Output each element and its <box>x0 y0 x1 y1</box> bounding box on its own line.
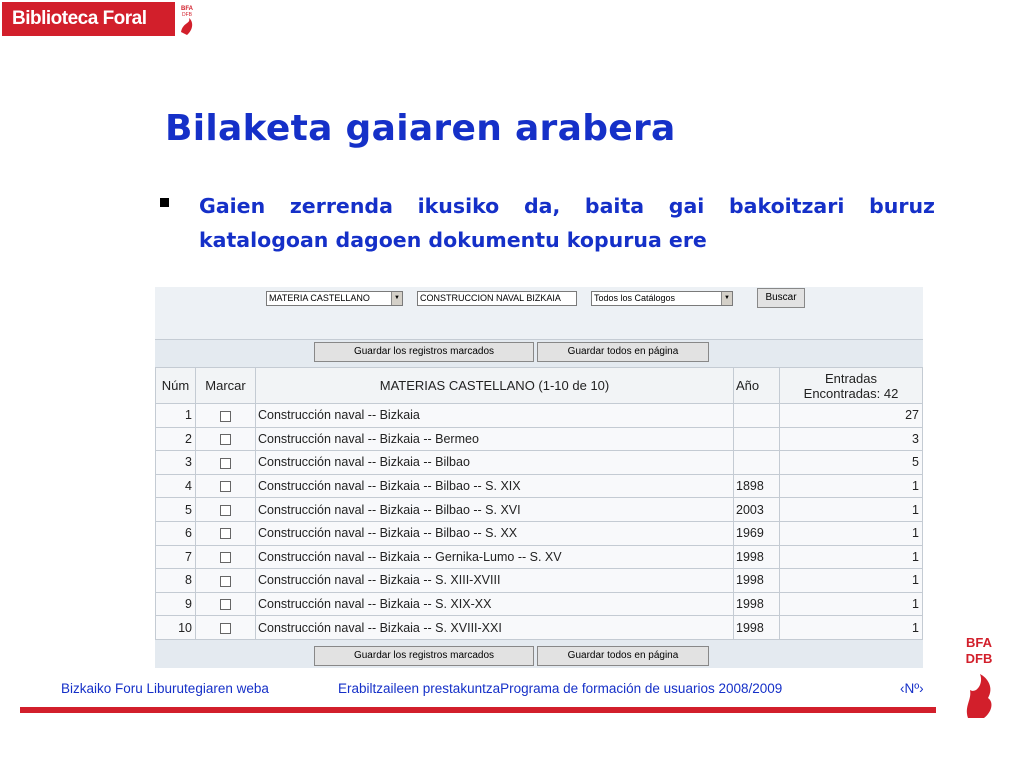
row-number: 8 <box>156 569 196 593</box>
row-year: 2003 <box>734 498 780 522</box>
results-table <box>155 367 923 640</box>
row-materia-link[interactable]: Construcción naval -- Bizkaia -- Bilbao -- S. XVI <box>256 498 734 522</box>
row-count: 1 <box>780 474 923 498</box>
row-count: 1 <box>780 616 923 640</box>
logo-bfa-text: BFA <box>966 635 992 650</box>
row-checkbox-cell <box>196 592 256 616</box>
table-row <box>156 545 923 569</box>
table-row <box>156 427 923 451</box>
row-materia-link[interactable]: Construcción naval -- Bizkaia -- Bermeo <box>256 427 734 451</box>
checkbox-icon[interactable] <box>220 576 231 587</box>
table-row <box>156 616 923 640</box>
checkbox-icon[interactable] <box>220 528 231 539</box>
checkbox-icon[interactable] <box>220 599 231 610</box>
col-num-header: Núm <box>156 368 196 404</box>
row-checkbox-cell <box>196 569 256 593</box>
row-number: 1 <box>156 404 196 428</box>
table-row <box>156 569 923 593</box>
row-materia-link[interactable]: Construcción naval -- Bizkaia -- Bilbao -- S. XX <box>256 521 734 545</box>
save-all-button-bottom[interactable]: Guardar todos en página <box>537 646 709 666</box>
row-count: 1 <box>780 592 923 616</box>
row-year: 1998 <box>734 569 780 593</box>
select-arrow-icon: ▼ <box>391 292 402 305</box>
row-count: 3 <box>780 427 923 451</box>
row-materia-link[interactable]: Construcción naval -- Bizkaia -- Bilbao <box>256 451 734 475</box>
col-materias-header: MATERIAS CASTELLANO (1-10 de 10) <box>256 368 734 404</box>
select-arrow-icon: ▼ <box>721 292 732 305</box>
entradas-label: Entradas <box>824 370 878 386</box>
row-number: 9 <box>156 592 196 616</box>
svg-text:BFA: BFA <box>181 6 193 12</box>
row-count: 1 <box>780 498 923 522</box>
checkbox-icon[interactable] <box>220 411 231 422</box>
checkbox-icon[interactable] <box>220 623 231 634</box>
row-number: 5 <box>156 498 196 522</box>
search-button[interactable]: Buscar <box>757 288 805 308</box>
col-entradas-header <box>780 368 923 404</box>
row-number: 7 <box>156 545 196 569</box>
row-year: 1998 <box>734 616 780 640</box>
table-row <box>156 498 923 522</box>
row-number: 3 <box>156 451 196 475</box>
field-select-value: MATERIA CASTELLANO <box>269 293 370 303</box>
row-checkbox-cell <box>196 474 256 498</box>
bullet-square-icon <box>160 198 169 207</box>
checkbox-icon[interactable] <box>220 458 231 469</box>
catalog-select-value: Todos los Catálogos <box>594 293 676 303</box>
catalog-screenshot <box>155 287 923 668</box>
row-checkbox-cell <box>196 451 256 475</box>
footer-left: Bizkaiko Foru Liburutegiaren weba <box>61 681 269 696</box>
table-row <box>156 521 923 545</box>
search-input[interactable] <box>417 291 577 306</box>
row-checkbox-cell <box>196 404 256 428</box>
entradas-count-label: Encontradas: 42 <box>803 385 899 401</box>
row-checkbox-cell <box>196 616 256 640</box>
col-ano-header: Año <box>734 368 780 404</box>
save-all-button[interactable]: Guardar todos en página <box>537 342 709 362</box>
save-marked-button[interactable]: Guardar los registros marcados <box>314 342 534 362</box>
row-number: 10 <box>156 616 196 640</box>
row-count: 1 <box>780 545 923 569</box>
row-materia-link[interactable]: Construcción naval -- Bizkaia <box>256 404 734 428</box>
row-checkbox-cell <box>196 498 256 522</box>
table-row <box>156 592 923 616</box>
biblioteca-foral-logo: Biblioteca Foral <box>2 2 175 36</box>
row-count: 1 <box>780 569 923 593</box>
row-number: 4 <box>156 474 196 498</box>
footer-page-number: ‹Nº› <box>900 681 924 696</box>
col-marcar-header: Marcar <box>196 368 256 404</box>
checkbox-icon[interactable] <box>220 552 231 563</box>
save-marked-button-bottom[interactable]: Guardar los registros marcados <box>314 646 534 666</box>
checkbox-icon[interactable] <box>220 505 231 516</box>
row-materia-link[interactable]: Construcción naval -- Bizkaia -- S. XIX-XX <box>256 592 734 616</box>
row-materia-link[interactable]: Construcción naval -- Bizkaia -- S. XVIII-XXI <box>256 616 734 640</box>
search-bar <box>155 287 923 340</box>
bfa-dfb-logo <box>962 632 996 722</box>
row-checkbox-cell <box>196 545 256 569</box>
bullet-text: Gaien zerrenda ikusiko da, baita gai bakoitzari buruz katalogoan dagoen dokumentu kopurua ere <box>199 194 935 252</box>
table-header-row <box>156 368 923 404</box>
row-count: 1 <box>780 521 923 545</box>
slide-title: Bilaketa gaiaren arabera <box>165 108 676 149</box>
row-year <box>734 427 780 451</box>
footer-rule <box>20 707 936 713</box>
row-number: 6 <box>156 521 196 545</box>
checkbox-icon[interactable] <box>220 481 231 492</box>
table-row <box>156 474 923 498</box>
row-checkbox-cell <box>196 521 256 545</box>
row-count: 5 <box>780 451 923 475</box>
row-checkbox-cell <box>196 427 256 451</box>
search-input-value: CONSTRUCCION NAVAL BIZKAIA <box>420 293 561 303</box>
bfa-logo-icon <box>177 2 197 38</box>
row-materia-link[interactable]: Construcción naval -- Bizkaia -- Gernika-Lumo -- S. XV <box>256 545 734 569</box>
logo-dfb-text: DFB <box>965 651 993 666</box>
row-year <box>734 451 780 475</box>
row-number: 2 <box>156 427 196 451</box>
svg-text:DFB: DFB <box>182 12 192 18</box>
table-row <box>156 404 923 428</box>
table-row <box>156 451 923 475</box>
row-year: 1898 <box>734 474 780 498</box>
row-materia-link[interactable]: Construcción naval -- Bizkaia -- Bilbao -- S. XIX <box>256 474 734 498</box>
row-materia-link[interactable]: Construcción naval -- Bizkaia -- S. XIII-XVIII <box>256 569 734 593</box>
footer-center: Erabiltzaileen prestakuntzaPrograma de formación de usuarios 2008/2009 <box>338 681 783 696</box>
field-select[interactable] <box>266 291 403 306</box>
row-year <box>734 404 780 428</box>
row-year: 1998 <box>734 592 780 616</box>
row-year: 1969 <box>734 521 780 545</box>
row-count: 27 <box>780 404 923 428</box>
row-year: 1998 <box>734 545 780 569</box>
catalog-select[interactable] <box>591 291 733 306</box>
checkbox-icon[interactable] <box>220 434 231 445</box>
